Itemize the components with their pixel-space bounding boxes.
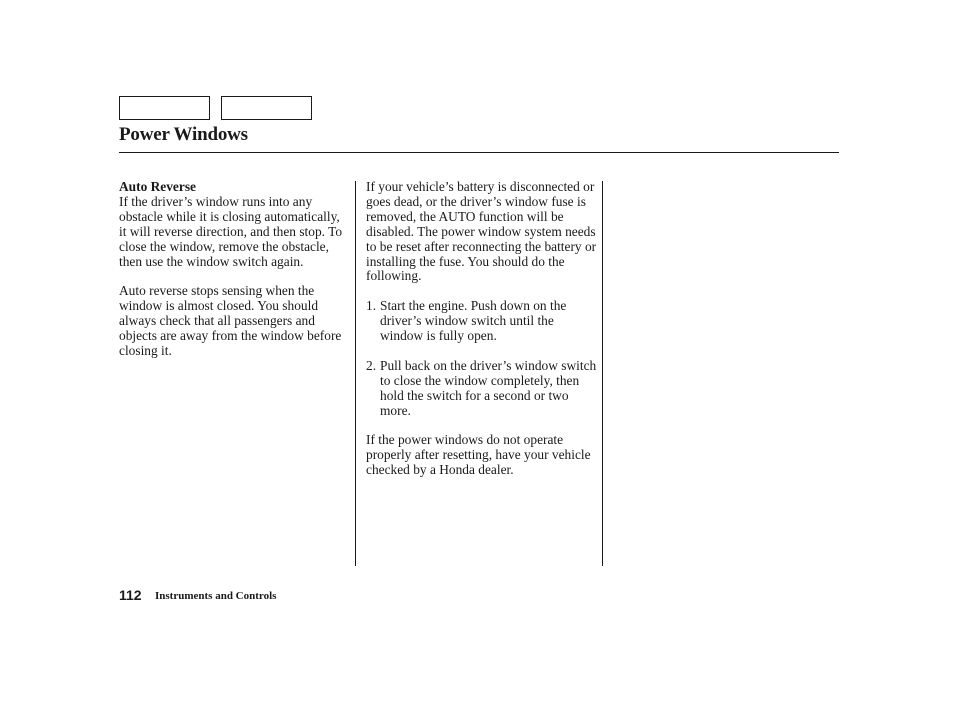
step-number: 1. bbox=[366, 298, 377, 314]
paragraph-text: If the driver’s window runs into any obstacle while it is closing automatically, it will reverse direction, and then stop. To close the window, remove the obstacle, then use the window switch again. bbox=[119, 193, 343, 269]
page-title: Power Windows bbox=[119, 124, 248, 145]
footer-section-name: Instruments and Controls bbox=[155, 590, 277, 602]
title-divider bbox=[119, 152, 839, 153]
nav-box-next[interactable] bbox=[221, 96, 312, 120]
auto-reverse-paragraph-1 bbox=[119, 180, 349, 269]
reset-step-2 bbox=[366, 359, 598, 419]
closing-paragraph: If the power windows do not operate properly after resetting, have your vehicle checked by a Honda dealer. bbox=[366, 432, 591, 478]
nav-box-previous[interactable] bbox=[119, 96, 210, 120]
step-number: 2. bbox=[366, 357, 377, 373]
column-divider-left bbox=[355, 181, 356, 566]
auto-reverse-paragraph-2: Auto reverse stops sensing when the window is almost closed. You should always check that all passengers and objects are away from the window before closing it. bbox=[119, 283, 342, 358]
left-column bbox=[119, 180, 349, 374]
reset-step-1 bbox=[366, 299, 598, 344]
reset-intro-paragraph: If your vehicle’s battery is disconnected or goes dead, or the driver’s window fuse is removed, the AUTO function will be disabled. The power window system needs to be reset after reconnecting the battery or installing the fuse. You should do the following. bbox=[366, 179, 597, 284]
step-text: Pull back on the driver’s window switch to close the window completely, then hold the switch for a second or two more. bbox=[380, 357, 597, 418]
section-heading-auto-reverse: Auto Reverse bbox=[119, 179, 196, 194]
column-divider-right bbox=[602, 181, 603, 566]
page-number: 112 bbox=[119, 587, 142, 603]
middle-column bbox=[366, 180, 598, 493]
step-text: Start the engine. Push down on the driver’s window switch until the window is fully open. bbox=[380, 298, 567, 344]
